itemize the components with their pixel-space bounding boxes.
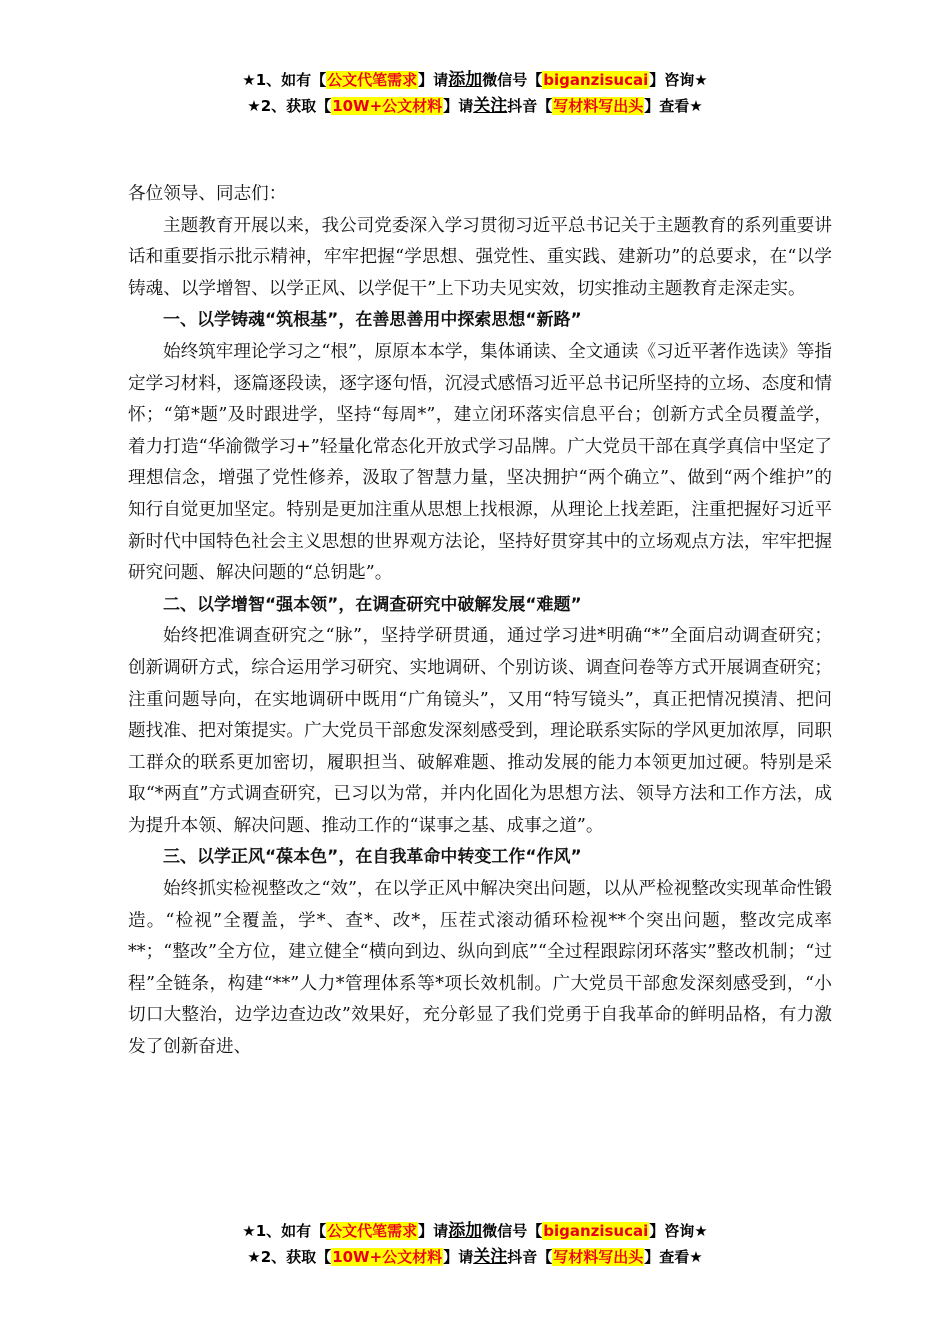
banner-text: 抖音【 <box>507 1248 553 1266</box>
banner-highlight: 公文代笔需求 <box>327 71 418 89</box>
banner-text: 】咨询★ <box>649 1222 708 1240</box>
banner-highlight: 10W+公文材料 <box>332 1248 443 1266</box>
banner-text: 微信号【 <box>482 71 543 89</box>
banner-text: 】请 <box>443 1248 474 1266</box>
banner-line-2 <box>0 93 950 119</box>
section-heading-2: 二、以学增智“强本领”，在调查研究中破解发展“难题” <box>163 594 582 615</box>
header-banner <box>0 67 950 119</box>
intro-paragraph: 主题教育开展以来，我公司党委深入学习贯彻习近平总书记关于主题教育的系列重要讲话和重要指示批示精神，牢牢把握“学思想、强党性、重实践、建新功”的总要求，在“以学铸魂、以学增智、以学正风、以学促干”上下功夫见实效，切实推动主题教育走深走实。 <box>128 215 832 299</box>
section-paragraph-3: 始终抓实检视整改之“效”，在以学正风中解决突出问题，以从严检视整改实现革命性锻造。“检视”全覆盖，学*、查*、改*，压茬式滚动循环检视**个突出问题，整改完成率**；“整改”全方位，建立健全“横向到边、纵向到底”“全过程跟踪闭环落实”整改机制；“过程”全链条，构建“**”人力*管理体系等*项长效机制。广大党员干部愈发深刻感受到，“小切口大整治，边学边查边改”效果好，充分彰显了我们党勇于自我革命的鲜明品格，有力激发了创新奋进、 <box>128 879 832 1058</box>
banner-text: ★1、如有【 <box>242 1222 327 1240</box>
section-heading-1: 一、以学铸魂“筑根基”，在善思善用中探索思想“新路” <box>163 310 582 331</box>
banner-highlight: 写材料写出头 <box>553 1248 644 1266</box>
document-body <box>128 179 832 1064</box>
banner-text: 】咨询★ <box>649 71 708 89</box>
banner-highlight: 公文代笔需求 <box>327 1222 418 1240</box>
banner-underlined: 添加 <box>448 70 483 90</box>
banner-text: 抖音【 <box>507 97 553 115</box>
salutation: 各位领导、同志们： <box>128 184 287 204</box>
banner-line-1 <box>0 67 950 93</box>
banner-text: ★2、获取【 <box>247 97 332 115</box>
banner-underlined: 添加 <box>448 1221 483 1241</box>
banner-line-1 <box>0 1218 950 1244</box>
banner-text: 】请 <box>418 71 449 89</box>
banner-highlight: 写材料写出头 <box>553 97 644 115</box>
section-heading-3: 三、以学正风“葆本色”，在自我革命中转变工作“作风” <box>163 847 582 868</box>
banner-underlined: 关注 <box>473 1247 508 1267</box>
banner-text: ★1、如有【 <box>242 71 327 89</box>
banner-highlight: biganzisucai <box>543 71 649 89</box>
banner-highlight: 10W+公文材料 <box>332 97 443 115</box>
banner-text: 微信号【 <box>482 1222 543 1240</box>
section-paragraph-2: 始终把准调查研究之“脉”，坚持学研贯通，通过学习进*明确“*”全面启动调查研究；创新调研方式，综合运用学习研究、实地调研、个别访谈、调查问卷等方式开展调查研究；注重问题导向，在实地调研中既用“广角镜头”，又用“特写镜头”，真正把情况摸清、把问题找准、把对策提实。广大党员干部愈发深刻感受到，理论联系实际的学风更加浓厚，同职工群众的联系更加密切，履职担当、破解难题、推动发展的能力本领更加过硬。特别是采取“*两直”方式调查研究，已习以为常，并内化固化为思想方法、领导方法和工作方法，成为提升本领、解决问题、推动工作的“谋事之基、成事之道”。 <box>128 626 832 836</box>
banner-underlined: 关注 <box>473 96 508 116</box>
banner-line-2 <box>0 1244 950 1270</box>
banner-text: 】查看★ <box>644 97 703 115</box>
banner-text: ★2、获取【 <box>247 1248 332 1266</box>
banner-text: 】请 <box>443 97 474 115</box>
banner-highlight: biganzisucai <box>543 1222 649 1240</box>
banner-text: 】查看★ <box>644 1248 703 1266</box>
footer-banner <box>0 1218 950 1270</box>
banner-text: 】请 <box>418 1222 449 1240</box>
section-paragraph-1: 始终筑牢理论学习之“根”，原原本本学，集体诵读、全文通读《习近平著作选读》等指定学习材料，逐篇逐段读，逐字逐句悟，沉浸式感悟习近平总书记所坚持的立场、态度和情怀；“第*题”及时跟进学，坚持“每周*”，建立闭环落实信息平台；创新方式全员覆盖学，着力打造“华渝微学习+”轻量化常态化开放式学习品牌。广大党员干部在真学真信中坚定了理想信念，增强了党性修养，汲取了智慧力量，坚决拥护“两个确立”、做到“两个维护”的知行自觉更加坚定。特别是更加注重从思想上找根源，从理论上找差距，注重把握好习近平新时代中国特色社会主义思想的世界观方法论，坚持好贯穿其中的立场观点方法，牢牢把握研究问题、解决问题的“总钥匙”。 <box>128 341 832 584</box>
